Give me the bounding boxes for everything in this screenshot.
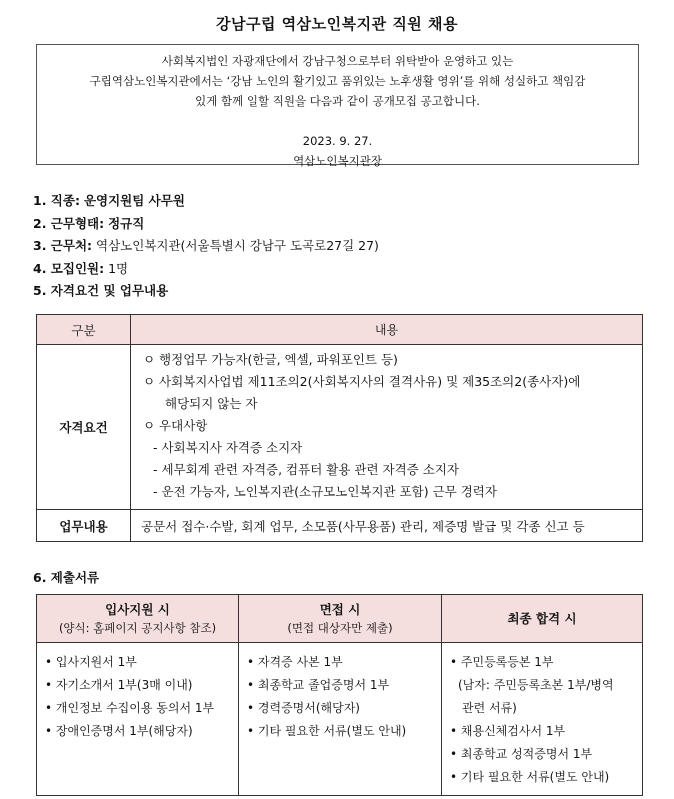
list-item: • 장애인증명서 1부(해당자) — [45, 724, 193, 738]
list-item: ㅇ 우대사항 — [143, 418, 208, 433]
list-item: • 경력증명서(해당자) — [247, 701, 360, 715]
notice-date: 2023. 9. 27. — [302, 134, 373, 148]
notice-line: 사회복지법인 자광재단에서 강남구청으로부터 위탁받아 운영하고 있는 — [161, 54, 514, 68]
header-application: 입사지원 시 (양식: 홈페이지 공지사항 참조) — [37, 595, 239, 643]
section-requirements-heading: 5. 자격요건 및 업무내용 — [33, 283, 169, 298]
notice-line: 있게 함께 일할 직원을 다음과 같이 공개모집 공고합니다. — [195, 94, 480, 108]
table-header-row — [37, 315, 643, 345]
requirements-table — [36, 314, 643, 542]
section-employment-type: 2. 근무형태: 정규직 — [33, 215, 145, 231]
list-item: - 세무회계 관련 자격증, 컴퓨터 활용 관련 자격증 소지자 — [153, 462, 459, 477]
list-item: • 최종학교 성적증명서 1부 — [450, 747, 593, 761]
req-content — [131, 345, 643, 510]
duty-label: 업무내용 — [37, 510, 131, 542]
section-workplace: 3. 근무처: 역삼노인복지관(서울특별시 강남구 도곡로27길 27) — [33, 238, 379, 253]
documents-table — [36, 594, 643, 796]
list-item: (남자: 주민등록초본 1부/병역 — [458, 678, 614, 692]
list-item: • 채용신체검사서 1부 — [450, 724, 566, 738]
application-docs — [37, 643, 239, 796]
list-item: • 자격증 사본 1부 — [247, 655, 343, 669]
table-row — [37, 510, 643, 542]
list-item: • 입사지원서 1부 — [45, 655, 137, 669]
notice-line: 구립역삼노인복지관에서는 ‘강남 노인의 활기있고 품위있는 노후생활 영위’를 위해 성실하고 책임감 — [89, 74, 586, 88]
list-item: - 사회복지사 자격증 소지자 — [153, 440, 303, 455]
notice-signer: 역삼노인복지관장 — [293, 154, 382, 168]
header-interview: 면접 시 (면접 대상자만 제출) — [239, 595, 442, 643]
list-item: • 기타 필요한 서류(별도 안내) — [247, 724, 407, 738]
page-title: 강남구립 역삼노인복지관 직원 채용 — [215, 15, 459, 33]
duty-content: 공문서 접수·수발, 회계 업무, 소모품(사무용품) 관리, 제증명 발급 및 각종 신고 등 — [131, 510, 643, 542]
section-headcount: 4. 모집인원: 1명 — [33, 260, 129, 276]
list-item: • 자기소개서 1부(3매 이내) — [45, 678, 193, 692]
req-label: 자격요건 — [37, 345, 131, 510]
list-item: • 최종학교 졸업증명서 1부 — [247, 678, 390, 692]
list-item: ㅇ 행정업무 가능자(한글, 엑셀, 파워포인트 등) — [143, 352, 398, 367]
list-item: ㅇ 사회복지사업법 제11조의2(사회복지사의 결격사유) 및 제35조의2(종사자)에 — [143, 374, 581, 389]
interview-docs — [239, 643, 442, 796]
section-list — [33, 190, 379, 303]
table-row — [37, 643, 643, 796]
section-job: 1. 직종: 운영지원팀 사무원 — [33, 193, 185, 208]
header-content: 내용 — [131, 315, 643, 345]
header-category: 구분 — [37, 315, 131, 345]
list-item: 해당되지 않는 자 — [165, 396, 258, 411]
notice-box — [36, 44, 639, 168]
table-header-row — [37, 595, 643, 643]
list-item: 관련 서류) — [462, 701, 517, 715]
list-item: • 기타 필요한 서류(별도 안내) — [450, 770, 610, 784]
header-final: 최종 합격 시 — [442, 595, 643, 643]
table-row — [37, 345, 643, 510]
final-docs — [442, 643, 643, 796]
list-item: • 개인정보 수집이용 동의서 1부 — [45, 701, 215, 715]
list-item: • 주민등록등본 1부 — [450, 655, 554, 669]
list-item: - 운전 가능자, 노인복지관(소규모노인복지관 포함) 근무 경력자 — [153, 484, 497, 499]
section-documents-heading: 6. 제출서류 — [33, 570, 100, 585]
